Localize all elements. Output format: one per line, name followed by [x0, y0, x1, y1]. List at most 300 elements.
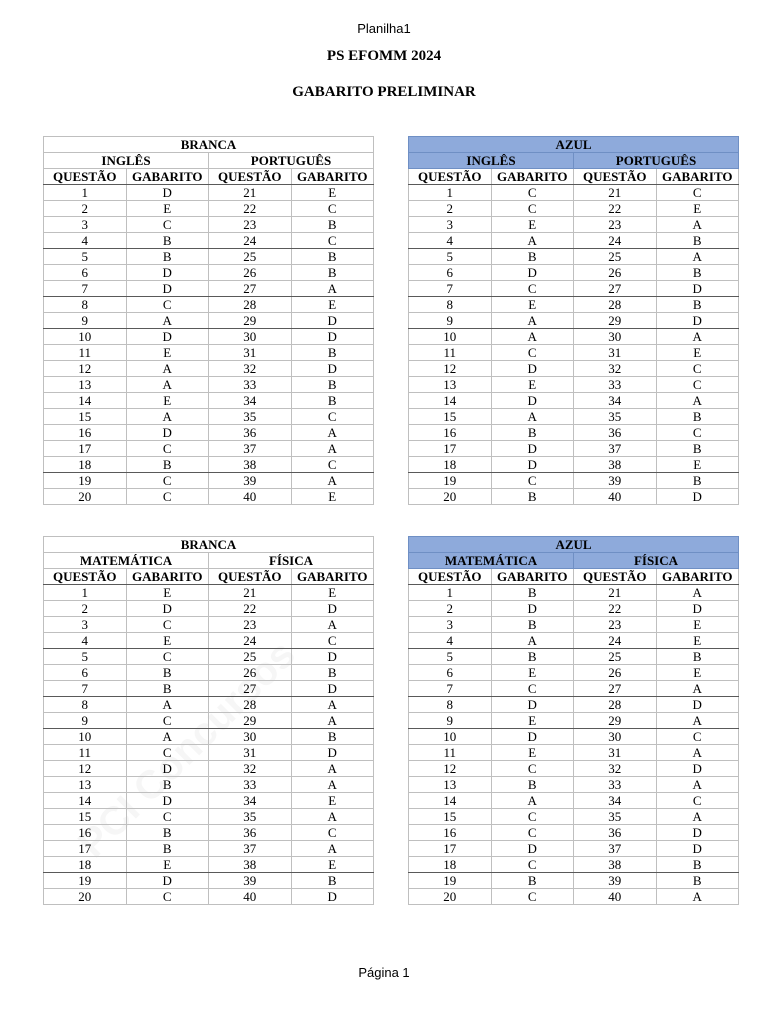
- answer-letter: E: [656, 617, 739, 633]
- answer-letter: A: [126, 377, 209, 393]
- question-number: 25: [209, 249, 292, 265]
- question-number: 30: [209, 329, 292, 345]
- question-number: 12: [44, 761, 127, 777]
- question-number: 4: [409, 633, 492, 649]
- answer-letter: A: [656, 809, 739, 825]
- answer-letter: C: [656, 377, 739, 393]
- table-row: [409, 601, 739, 617]
- table-row: [44, 297, 374, 313]
- answer-letter: B: [656, 233, 739, 249]
- answer-letter: C: [291, 233, 374, 249]
- answer-letter: E: [491, 665, 574, 681]
- question-number: 38: [209, 457, 292, 473]
- answer-letter: B: [126, 681, 209, 697]
- question-number: 16: [44, 825, 127, 841]
- column-header-questao: QUESTÃO: [44, 169, 127, 185]
- question-number: 19: [44, 873, 127, 889]
- question-number: 36: [209, 825, 292, 841]
- answer-letter: A: [291, 473, 374, 489]
- column-header-gabarito: GABARITO: [126, 569, 209, 585]
- answer-letter: E: [291, 793, 374, 809]
- answer-letter: A: [656, 777, 739, 793]
- answer-letter: A: [491, 409, 574, 425]
- answer-letter: A: [291, 617, 374, 633]
- table-row: [44, 585, 374, 601]
- question-number: 10: [44, 729, 127, 745]
- question-number: 29: [209, 713, 292, 729]
- answer-letter: D: [491, 729, 574, 745]
- column-header-gabarito: GABARITO: [491, 569, 574, 585]
- question-number: 2: [44, 201, 127, 217]
- table-row: [409, 617, 739, 633]
- subject-header-right: PORTUGUÊS: [574, 153, 739, 169]
- table-row: [44, 697, 374, 713]
- answer-letter: D: [656, 281, 739, 297]
- question-number: 5: [409, 649, 492, 665]
- question-number: 37: [209, 841, 292, 857]
- question-number: 17: [409, 441, 492, 457]
- question-number: 13: [44, 377, 127, 393]
- table-row: [44, 649, 374, 665]
- subject-header-right: FÍSICA: [574, 553, 739, 569]
- question-number: 29: [574, 713, 657, 729]
- answer-letter: C: [491, 201, 574, 217]
- question-number: 26: [209, 265, 292, 281]
- sheet-name: Planilha1: [357, 21, 411, 36]
- question-number: 5: [44, 249, 127, 265]
- table-row: [44, 441, 374, 457]
- question-number: 15: [44, 409, 127, 425]
- question-number: 30: [574, 329, 657, 345]
- question-number: 1: [409, 185, 492, 201]
- question-number: 9: [409, 713, 492, 729]
- question-number: 38: [209, 857, 292, 873]
- answer-letter: D: [291, 361, 374, 377]
- question-number: 24: [574, 633, 657, 649]
- answer-letter: C: [291, 457, 374, 473]
- answer-letter: A: [491, 793, 574, 809]
- table-row: [44, 377, 374, 393]
- question-number: 19: [409, 873, 492, 889]
- question-number: 30: [574, 729, 657, 745]
- question-number: 6: [409, 265, 492, 281]
- answer-letter: C: [656, 793, 739, 809]
- answer-letter: D: [491, 841, 574, 857]
- answer-letter: C: [291, 409, 374, 425]
- subject-header-left: INGLÊS: [409, 153, 574, 169]
- table-row: [409, 633, 739, 649]
- question-number: 35: [209, 409, 292, 425]
- question-number: 32: [209, 761, 292, 777]
- question-number: 11: [44, 745, 127, 761]
- question-number: 14: [409, 393, 492, 409]
- column-header-gabarito: GABARITO: [656, 569, 739, 585]
- answer-letter: D: [126, 793, 209, 809]
- table-row: [44, 201, 374, 217]
- answer-letter: B: [291, 729, 374, 745]
- table-row: [44, 857, 374, 873]
- answer-letter: C: [656, 185, 739, 201]
- answer-letter: D: [126, 761, 209, 777]
- answer-letter: D: [126, 601, 209, 617]
- table-row: [44, 633, 374, 649]
- table-row: [44, 313, 374, 329]
- question-number: 27: [209, 681, 292, 697]
- table-row: [409, 697, 739, 713]
- table-row: [409, 489, 739, 505]
- column-header-questao: QUESTÃO: [409, 169, 492, 185]
- answer-letter: E: [656, 345, 739, 361]
- answer-letter: A: [291, 841, 374, 857]
- question-number: 13: [409, 377, 492, 393]
- answer-letter: A: [126, 729, 209, 745]
- column-header-gabarito: GABARITO: [491, 169, 574, 185]
- answer-letter: B: [291, 377, 374, 393]
- table-row: [409, 729, 739, 745]
- answer-letter: E: [491, 377, 574, 393]
- answer-letter: D: [126, 281, 209, 297]
- question-number: 17: [409, 841, 492, 857]
- question-number: 17: [44, 841, 127, 857]
- answer-letter: D: [656, 601, 739, 617]
- table-row: [409, 745, 739, 761]
- answer-letter: C: [491, 681, 574, 697]
- table-row: [44, 825, 374, 841]
- question-number: 4: [44, 233, 127, 249]
- table-row: [409, 377, 739, 393]
- answer-letter: A: [126, 313, 209, 329]
- answer-letter: D: [291, 313, 374, 329]
- column-header-gabarito: GABARITO: [656, 169, 739, 185]
- question-number: 9: [409, 313, 492, 329]
- table-row: [44, 777, 374, 793]
- question-number: 40: [209, 489, 292, 505]
- table-row: [44, 841, 374, 857]
- table-row: [44, 233, 374, 249]
- question-number: 6: [44, 665, 127, 681]
- question-number: 16: [409, 425, 492, 441]
- answer-letter: E: [126, 633, 209, 649]
- table-row: [44, 489, 374, 505]
- answer-letter: E: [491, 217, 574, 233]
- question-number: 12: [44, 361, 127, 377]
- answer-letter: A: [656, 585, 739, 601]
- answer-table-azul-ingles-portugues: [408, 136, 739, 505]
- answer-letter: A: [126, 409, 209, 425]
- answer-letter: D: [291, 329, 374, 345]
- question-number: 35: [574, 809, 657, 825]
- question-number: 34: [574, 793, 657, 809]
- column-header-questao: QUESTÃO: [409, 569, 492, 585]
- answer-letter: E: [656, 665, 739, 681]
- answer-letter: D: [656, 761, 739, 777]
- table-row: [44, 809, 374, 825]
- question-number: 28: [209, 697, 292, 713]
- answer-letter: B: [291, 345, 374, 361]
- answer-letter: B: [291, 665, 374, 681]
- table-row: [44, 249, 374, 265]
- subject-header-right: FÍSICA: [209, 553, 374, 569]
- question-number: 35: [574, 409, 657, 425]
- answer-letter: E: [126, 345, 209, 361]
- question-number: 27: [574, 681, 657, 697]
- answer-letter: B: [291, 249, 374, 265]
- version-header: BRANCA: [44, 537, 374, 553]
- question-number: 22: [209, 601, 292, 617]
- answer-letter: C: [126, 617, 209, 633]
- table-row: [44, 361, 374, 377]
- page-title: PS EFOMM 2024: [326, 48, 442, 64]
- answer-letter: A: [291, 425, 374, 441]
- question-number: 40: [209, 889, 292, 905]
- question-number: 13: [409, 777, 492, 793]
- question-number: 17: [44, 441, 127, 457]
- question-number: 22: [574, 601, 657, 617]
- table-row: [44, 329, 374, 345]
- answer-letter: C: [126, 489, 209, 505]
- table-row: [409, 665, 739, 681]
- answer-letter: D: [291, 745, 374, 761]
- question-number: 19: [44, 473, 127, 489]
- question-number: 30: [209, 729, 292, 745]
- question-number: 10: [409, 329, 492, 345]
- question-number: 24: [574, 233, 657, 249]
- question-number: 9: [44, 713, 127, 729]
- question-number: 18: [44, 857, 127, 873]
- table-row: [44, 425, 374, 441]
- answer-letter: C: [291, 633, 374, 649]
- question-number: 23: [209, 617, 292, 633]
- question-number: 10: [44, 329, 127, 345]
- answer-letter: B: [656, 649, 739, 665]
- question-number: 23: [574, 617, 657, 633]
- question-number: 32: [209, 361, 292, 377]
- answer-letter: A: [291, 713, 374, 729]
- question-number: 7: [409, 681, 492, 697]
- answer-letter: C: [491, 889, 574, 905]
- table-row: [409, 649, 739, 665]
- answer-letter: B: [656, 873, 739, 889]
- question-number: 11: [44, 345, 127, 361]
- question-number: 13: [44, 777, 127, 793]
- table-row: [409, 681, 739, 697]
- column-header-gabarito: GABARITO: [126, 169, 209, 185]
- table-row: [409, 281, 739, 297]
- table-row: [44, 729, 374, 745]
- table-row: [409, 585, 739, 601]
- table-row: [44, 681, 374, 697]
- answer-letter: A: [656, 249, 739, 265]
- table-row: [409, 841, 739, 857]
- question-number: 22: [209, 201, 292, 217]
- table-row: [409, 761, 739, 777]
- question-number: 2: [409, 601, 492, 617]
- table-row: [409, 425, 739, 441]
- answer-letter: E: [126, 857, 209, 873]
- subject-header-right: PORTUGUÊS: [209, 153, 374, 169]
- table-row: [409, 233, 739, 249]
- subject-header-left: MATEMÁTICA: [44, 553, 209, 569]
- question-number: 3: [409, 617, 492, 633]
- answer-letter: C: [126, 649, 209, 665]
- answer-letter: D: [656, 313, 739, 329]
- answer-letter: D: [126, 329, 209, 345]
- answer-letter: A: [291, 761, 374, 777]
- question-number: 28: [574, 697, 657, 713]
- column-header-questao: QUESTÃO: [44, 569, 127, 585]
- answer-letter: A: [656, 713, 739, 729]
- answer-letter: E: [126, 393, 209, 409]
- answer-letter: A: [126, 361, 209, 377]
- table-row: [44, 601, 374, 617]
- answer-letter: E: [291, 585, 374, 601]
- question-number: 4: [44, 633, 127, 649]
- table-row: [409, 457, 739, 473]
- question-number: 34: [574, 393, 657, 409]
- column-header-questao: QUESTÃO: [574, 169, 657, 185]
- answer-letter: D: [656, 697, 739, 713]
- question-number: 20: [44, 889, 127, 905]
- answer-letter: A: [126, 697, 209, 713]
- column-header-questao: QUESTÃO: [574, 569, 657, 585]
- question-number: 11: [409, 745, 492, 761]
- question-number: 6: [44, 265, 127, 281]
- question-number: 35: [209, 809, 292, 825]
- question-number: 39: [574, 873, 657, 889]
- question-number: 25: [574, 649, 657, 665]
- question-number: 31: [574, 345, 657, 361]
- table-row: [409, 329, 739, 345]
- question-number: 3: [44, 217, 127, 233]
- answer-letter: B: [291, 265, 374, 281]
- answer-letter: B: [291, 393, 374, 409]
- question-number: 38: [574, 457, 657, 473]
- question-number: 1: [44, 185, 127, 201]
- answer-letter: B: [126, 777, 209, 793]
- answer-letter: B: [656, 857, 739, 873]
- answer-letter: B: [491, 873, 574, 889]
- page-subtitle: GABARITO PRELIMINAR: [292, 84, 476, 100]
- answer-letter: D: [656, 825, 739, 841]
- answer-letter: C: [656, 425, 739, 441]
- answer-letter: C: [491, 473, 574, 489]
- table-row: [409, 441, 739, 457]
- table-row: [44, 761, 374, 777]
- answer-letter: C: [491, 857, 574, 873]
- answer-letter: B: [491, 425, 574, 441]
- answer-letter: A: [291, 809, 374, 825]
- answer-letter: B: [656, 265, 739, 281]
- question-number: 19: [409, 473, 492, 489]
- table-row: [44, 217, 374, 233]
- question-number: 14: [44, 393, 127, 409]
- question-number: 33: [574, 377, 657, 393]
- question-number: 12: [409, 761, 492, 777]
- answer-letter: A: [656, 889, 739, 905]
- answer-letter: C: [491, 761, 574, 777]
- answer-letter: D: [291, 649, 374, 665]
- answer-letter: C: [656, 361, 739, 377]
- table-row: [409, 249, 739, 265]
- answer-letter: C: [291, 201, 374, 217]
- table-row: [44, 185, 374, 201]
- table-row: [409, 889, 739, 905]
- question-number: 26: [574, 265, 657, 281]
- answer-letter: C: [126, 217, 209, 233]
- answer-letter: C: [491, 825, 574, 841]
- answer-letter: C: [126, 713, 209, 729]
- answer-letter: A: [656, 329, 739, 345]
- table-row: [409, 313, 739, 329]
- question-number: 40: [574, 489, 657, 505]
- table-row: [409, 713, 739, 729]
- answer-letter: B: [491, 777, 574, 793]
- question-number: 32: [574, 361, 657, 377]
- table-row: [409, 185, 739, 201]
- table-row: [409, 201, 739, 217]
- answer-letter: B: [491, 249, 574, 265]
- answer-letter: A: [291, 441, 374, 457]
- question-number: 15: [44, 809, 127, 825]
- table-row: [44, 745, 374, 761]
- answer-letter: C: [291, 825, 374, 841]
- question-number: 26: [574, 665, 657, 681]
- question-number: 16: [44, 425, 127, 441]
- question-number: 7: [44, 681, 127, 697]
- table-row: [44, 457, 374, 473]
- question-number: 39: [209, 873, 292, 889]
- answer-letter: E: [291, 185, 374, 201]
- answer-letter: D: [491, 265, 574, 281]
- answer-letter: D: [126, 185, 209, 201]
- answer-letter: D: [656, 841, 739, 857]
- table-row: [44, 793, 374, 809]
- answer-letter: D: [491, 393, 574, 409]
- answer-letter: D: [491, 601, 574, 617]
- table-row: [409, 409, 739, 425]
- answer-letter: B: [126, 249, 209, 265]
- table-row: [44, 281, 374, 297]
- question-number: 31: [209, 345, 292, 361]
- page-footer: Página 1: [358, 965, 410, 980]
- answer-letter: B: [491, 617, 574, 633]
- question-number: 20: [409, 489, 492, 505]
- question-number: 24: [209, 233, 292, 249]
- table-row: [409, 793, 739, 809]
- answer-letter: E: [126, 585, 209, 601]
- question-number: 14: [44, 793, 127, 809]
- version-header: BRANCA: [44, 137, 374, 153]
- answer-letter: D: [656, 489, 739, 505]
- column-header-gabarito: GABARITO: [291, 169, 374, 185]
- question-number: 21: [209, 185, 292, 201]
- version-header: AZUL: [409, 137, 739, 153]
- question-number: 5: [44, 649, 127, 665]
- question-number: 14: [409, 793, 492, 809]
- answer-letter: C: [491, 185, 574, 201]
- question-number: 36: [574, 825, 657, 841]
- question-number: 34: [209, 793, 292, 809]
- question-number: 22: [574, 201, 657, 217]
- answer-letter: A: [291, 777, 374, 793]
- answer-letter: D: [126, 265, 209, 281]
- answer-letter: D: [291, 601, 374, 617]
- table-row: [409, 297, 739, 313]
- table-row: [44, 617, 374, 633]
- question-number: 20: [409, 889, 492, 905]
- answer-letter: B: [656, 473, 739, 489]
- question-number: 39: [209, 473, 292, 489]
